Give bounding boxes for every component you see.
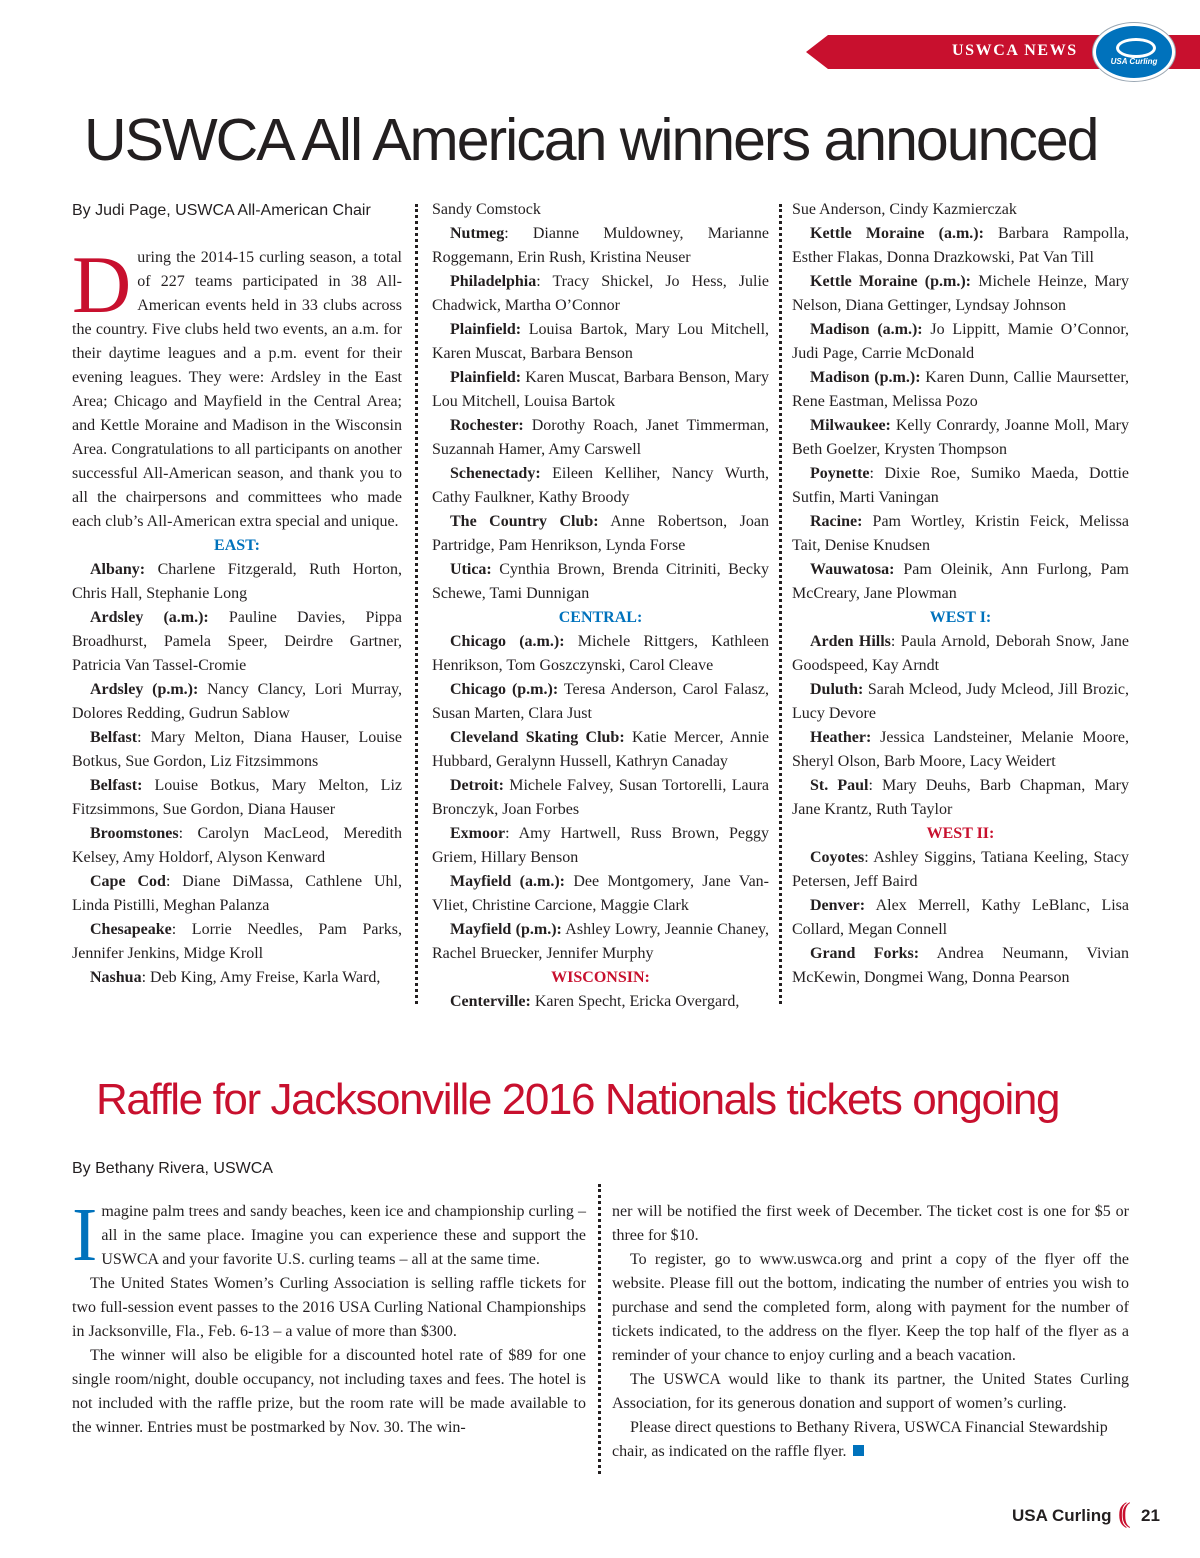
club-name: Broomstones — [90, 825, 179, 842]
club-entry — [792, 726, 1129, 774]
club-entry — [432, 510, 769, 558]
club-name: Madison (p.m.): — [810, 369, 921, 386]
club-name: Nutmeg — [450, 225, 505, 242]
curling-stone-icon — [1116, 38, 1156, 58]
club-entry — [792, 270, 1129, 318]
club-entry — [432, 558, 769, 606]
team-members: Pam Oleinik, Ann Furlong, Pam McCreary, Jane Plowman — [792, 561, 1130, 602]
club-entry — [432, 318, 769, 366]
club-name: Denver: — [810, 897, 866, 914]
club-name: Racine: — [810, 513, 863, 530]
team-members: Kelly Conrardy, Joanne Moll, Mary Beth Goelzer, Krysten Thompson — [792, 417, 1130, 458]
region-heading: WISCONSIN: — [551, 969, 650, 986]
team-members: Dee Montgomery, Jane Van-Vliet, Christine Carcione, Maggie Clark — [432, 873, 770, 914]
club-name: Ardsley (a.m.): — [90, 609, 209, 626]
team-members: : Ashley Siggins, Tatiana Keeling, Stacy Petersen, Jeff Baird — [792, 849, 1129, 890]
team-members: Andrea Neumann, Vivian McKewin, Dongmei Wang, Donna Pearson — [792, 945, 1129, 986]
region-heading: EAST: — [214, 537, 260, 554]
team-members: : Dixie Roe, Sumiko Maeda, Dottie Sutfin, Marti Vaningan — [792, 465, 1129, 506]
team-members: Michele Rittgers, Kathleen Henrikson, Tom Goszczynski, Carol Cleave — [432, 633, 770, 674]
team-members: Louisa Bartok, Mary Lou Mitchell, Karen Muscat, Barbara Benson — [432, 321, 770, 362]
club-entry — [792, 414, 1129, 462]
region-heading: CENTRAL: — [558, 609, 643, 626]
raffle-column-1 — [72, 1193, 586, 1440]
column-divider — [415, 204, 418, 1004]
club-entry — [432, 774, 769, 822]
club-name: Cape Cod — [90, 873, 166, 890]
team-members: Charlene Fitzgerald, Ruth Horton, Chris Hall, Stephanie Long — [72, 561, 402, 602]
team-members: : Mary Deuhs, Barb Chapman, Mary Jane Krantz, Ruth Taylor — [792, 777, 1130, 818]
club-entry — [792, 462, 1129, 510]
paragraph-text: magine palm trees and sandy beaches, keen ice and championship curling – all in the same place. Imagine you can experience these and support the USWCA and your favorite U.S. curling teams – all at the same time. — [101, 1203, 586, 1268]
raffle-paragraph — [72, 1344, 586, 1440]
club-name: Schenectady: — [450, 465, 541, 482]
club-name: Kettle Moraine (a.m.): — [810, 225, 984, 242]
club-name: Plainfield: — [450, 321, 522, 338]
club-entry — [72, 870, 402, 918]
raffle-paragraph — [612, 1248, 1129, 1368]
article-headline-2: Raffle for Jacksonville 2016 Nationals tickets ongoing — [96, 1075, 1060, 1124]
club-name: Heather: — [810, 729, 872, 746]
intro-paragraph — [72, 239, 402, 534]
club-name: Chicago (a.m.): — [450, 633, 565, 650]
club-entry — [792, 894, 1129, 942]
team-members: Sarah Mcleod, Judy Mcleod, Jill Brozic, Lucy Devore — [792, 681, 1130, 722]
club-name: Detroit: — [450, 777, 504, 794]
club-entry — [432, 222, 769, 270]
article-byline-2: By Bethany Rivera, USWCA — [72, 1160, 273, 1177]
publication-name: USA Curling — [1012, 1506, 1112, 1525]
club-name: Mayfield (p.m.): — [450, 921, 562, 938]
team-members: Jo Lippitt, Mamie O’Connor, Judi Page, Carrie McDonald — [792, 321, 1130, 362]
club-name: Rochester: — [450, 417, 524, 434]
club-name: Albany: — [90, 561, 146, 578]
team-members: Anne Robertson, Joan Partridge, Pam Henrikson, Lynda Forse — [432, 513, 769, 554]
team-members: Pauline Davies, Pippa Broadhurst, Pamela Speer, Deirdre Gartner, Patricia Van Tassel-Cromie — [72, 609, 402, 674]
region-heading: WEST I: — [929, 609, 992, 626]
club-entry — [432, 678, 769, 726]
club-entry — [792, 846, 1129, 894]
team-members: : Mary Melton, Diana Hauser, Louise Botkus, Sue Gordon, Liz Fitzsimmons — [72, 729, 402, 770]
team-members: Karen Specht, Ericka Overgard, — [534, 993, 740, 1010]
end-mark-icon — [853, 1445, 864, 1456]
club-entry — [72, 606, 402, 678]
article-column-3 — [792, 198, 1129, 990]
paragraph-text: To register, go to www.uswca.org and print a copy of the flyer off the website. Please fill out the bottom, indicating the number of entries you wish to purchase and send the completed form, along with payment for the number of tickets indicated, to the address on the flyer. Keep the top half of the flyer as a reminder of your chance to enjoy curling and a beach vacation. — [612, 1251, 1129, 1364]
intro-text: uring the 2014-15 curling season, a total of 227 teams participated in 38 All-American events held in 33 clubs across the country. Five clubs held two events, an a.m. for their daytime leagues and a p.m. event for their evening leagues. They were: Ardsley in the East Area; Chicago and Mayfield in the Central Area; and Kettle Moraine and Madison in the Wisconsin Area. Congratulations to all participants on another successful All-American season, and thank you to all the chairpersons and committees who made each club’s All-American extra special and unique. — [72, 249, 402, 530]
section-label: USWCA NEWS — [952, 42, 1078, 59]
team-members: : Paula Arnold, Deborah Snow, Jane Goodspeed, Kay Arndt — [792, 633, 1129, 674]
paragraph-text: Please direct questions to Bethany Rivera, USWCA Financial Stewardship chair, as indicated on the raffle flyer. — [612, 1419, 1108, 1460]
team-members: Ashley Lowry, Jeannie Chaney, Rachel Bruecker, Jennifer Murphy — [432, 921, 770, 962]
dropcap: D — [72, 239, 132, 330]
club-entry — [792, 366, 1129, 414]
team-members: : Lorrie Needles, Pam Parks, Jennifer Jenkins, Midge Kroll — [72, 921, 402, 962]
club-entry — [792, 318, 1129, 366]
team-members: Nancy Clancy, Lori Murray, Dolores Redding, Gudrun Sablow — [72, 681, 403, 722]
paragraph-text: The United States Women’s Curling Association is selling raffle tickets for two full-session event passes to the 2016 USA Curling National Championships in Jacksonville, Fla., Feb. 6-13 – a value of more than $300. — [72, 1275, 586, 1340]
usa-curling-logo — [1093, 23, 1175, 81]
raffle-paragraph — [72, 1272, 586, 1344]
club-name: Coyotes — [810, 849, 865, 866]
club-entry — [72, 558, 402, 606]
club-entry — [72, 822, 402, 870]
club-entry — [72, 774, 402, 822]
club-name: Exmoor — [450, 825, 506, 842]
club-entry — [432, 366, 769, 414]
column-divider — [779, 204, 782, 1004]
raffle-paragraph — [612, 1416, 1129, 1464]
team-members: Karen Muscat, Barbara Benson, Mary Lou Mitchell, Louisa Bartok — [432, 369, 770, 410]
logo-text: USA Curling — [1110, 57, 1158, 66]
club-entry — [432, 918, 769, 966]
club-entry — [432, 870, 769, 918]
club-entry — [432, 270, 769, 318]
club-entry — [72, 726, 402, 774]
team-members: : Dianne Muldowney, Marianne Roggemann, Erin Rush, Kristina Neuser — [432, 225, 769, 266]
club-name: Milwaukee: — [810, 417, 891, 434]
club-name: Duluth: — [810, 681, 864, 698]
raffle-paragraph — [612, 1200, 1129, 1248]
raffle-paragraph — [612, 1368, 1129, 1416]
article-column-2 — [432, 198, 769, 1014]
club-entry — [72, 678, 402, 726]
team-members: Sandy Comstock — [432, 201, 541, 218]
club-name: Philadelphia — [450, 273, 537, 290]
team-members: Teresa Anderson, Carol Falasz, Susan Marten, Clara Just — [432, 681, 769, 722]
club-name: Chicago (p.m.): — [450, 681, 559, 698]
club-name: Poynette — [810, 465, 870, 482]
club-name: Chesapeake — [90, 921, 172, 938]
team-members: Alex Merrell, Kathy LeBlanc, Lisa Collard, Megan Connell — [792, 897, 1130, 938]
paragraph-text: The USWCA would like to thank its partner, the United States Curling Association, for its generous donation and support of women’s curling. — [612, 1371, 1129, 1412]
club-entry — [432, 414, 769, 462]
club-name: Belfast — [90, 729, 138, 746]
team-members: Katie Mercer, Annie Hubbard, Geralynn Hussell, Kathryn Canaday — [432, 729, 769, 770]
club-entry — [792, 942, 1129, 990]
team-members: Barbara Rampolla, Esther Flakas, Donna Drazkowski, Pat Van Till — [792, 225, 1129, 266]
club-name: St. Paul — [810, 777, 869, 794]
team-members: : Diane DiMassa, Cathlene Uhl, Linda Pistilli, Meghan Palanza — [72, 873, 402, 914]
article-headline: USWCA All American winners announced — [84, 107, 1098, 173]
team-members: Eileen Kelliher, Nancy Wurth, Cathy Faulkner, Kathy Broody — [432, 465, 769, 506]
team-members: : Deb King, Amy Freise, Karla Ward, — [141, 969, 381, 986]
article-byline: By Judi Page, USWCA All-American Chair — [72, 202, 371, 219]
team-members: Louise Botkus, Mary Melton, Liz Fitzsimmons, Sue Gordon, Diana Hauser — [72, 777, 402, 818]
team-members: Dorothy Roach, Janet Timmerman, Suzannah Hamer, Amy Carswell — [432, 417, 769, 458]
club-name: Madison (a.m.): — [810, 321, 923, 338]
footer-ornament: (( — [1118, 1498, 1125, 1529]
region-heading: WEST II: — [926, 825, 995, 842]
club-name: Belfast: — [90, 777, 143, 794]
club-name: Nashua — [90, 969, 142, 986]
club-name: The Country Club: — [450, 513, 599, 530]
team-members: Michele Falvey, Susan Tortorelli, Laura Bronczyk, Joan Forbes — [432, 777, 769, 818]
club-entry — [792, 630, 1129, 678]
article-column-1 — [72, 239, 403, 990]
club-entry — [432, 630, 769, 678]
page-number: 21 — [1141, 1506, 1160, 1525]
team-members: Karen Dunn, Callie Maursetter, Rene Eastman, Melissa Pozo — [792, 369, 1130, 410]
paragraph-text: The winner will also be eligible for a discounted hotel rate of $89 for one single room/night, double occupancy, not including taxes and fees. The hotel is not included with the raffle prize, but the room rate will be made available to the winner. Entries must be postmarked by Nov. 30. The win- — [72, 1347, 586, 1436]
paragraph-text: ner will be notified the first week of December. The ticket cost is one for $5 or three for $10. — [612, 1203, 1129, 1244]
club-entry — [72, 966, 402, 990]
team-members: Michele Heinze, Mary Nelson, Diana Gettinger, Lyndsay Johnson — [792, 273, 1130, 314]
club-entry — [432, 726, 769, 774]
club-name: Cleveland Skating Club: — [450, 729, 625, 746]
club-name: Utica: — [450, 561, 492, 578]
club-name: Ardsley (p.m.): — [90, 681, 199, 698]
club-entry — [792, 222, 1129, 270]
club-entry — [432, 990, 769, 1014]
team-members: Cynthia Brown, Brenda Citriniti, Becky Schewe, Tami Dunnigan — [432, 561, 769, 602]
club-name: Mayfield (a.m.): — [450, 873, 565, 890]
club-name: Grand Forks: — [810, 945, 920, 962]
club-name: Plainfield: — [450, 369, 522, 386]
club-name: Arden Hills — [810, 633, 891, 650]
team-members: : Carolyn MacLeod, Meredith Kelsey, Amy Holdorf, Alyson Kenward — [72, 825, 402, 866]
column-divider — [598, 1184, 601, 1474]
club-name: Kettle Moraine (p.m.): — [810, 273, 972, 290]
team-members: : Tracy Shickel, Jo Hess, Julie Chadwick, Martha O’Connor — [432, 273, 769, 314]
raffle-paragraph — [72, 1193, 586, 1277]
dropcap: I — [72, 1193, 98, 1277]
team-members: : Amy Hartwell, Russ Brown, Peggy Griem, Hillary Benson — [432, 825, 769, 866]
club-entry — [792, 510, 1129, 558]
club-entry — [792, 678, 1129, 726]
raffle-column-2 — [612, 1200, 1129, 1464]
club-entry — [792, 774, 1129, 822]
club-entry — [432, 462, 769, 510]
club-entry — [792, 198, 1129, 222]
club-entry — [792, 558, 1129, 606]
club-entry — [72, 918, 402, 966]
team-members: Sue Anderson, Cindy Kazmierczak — [792, 201, 1017, 218]
team-members: Jessica Landsteiner, Melanie Moore, Sheryl Olson, Barb Moore, Lacy Weidert — [792, 729, 1130, 770]
club-entry — [432, 822, 769, 870]
club-entry — [432, 198, 769, 222]
team-members: Pam Wortley, Kristin Feick, Melissa Tait, Denise Knudsen — [792, 513, 1129, 554]
club-name: Wauwatosa: — [810, 561, 895, 578]
club-name: Centerville: — [450, 993, 531, 1010]
